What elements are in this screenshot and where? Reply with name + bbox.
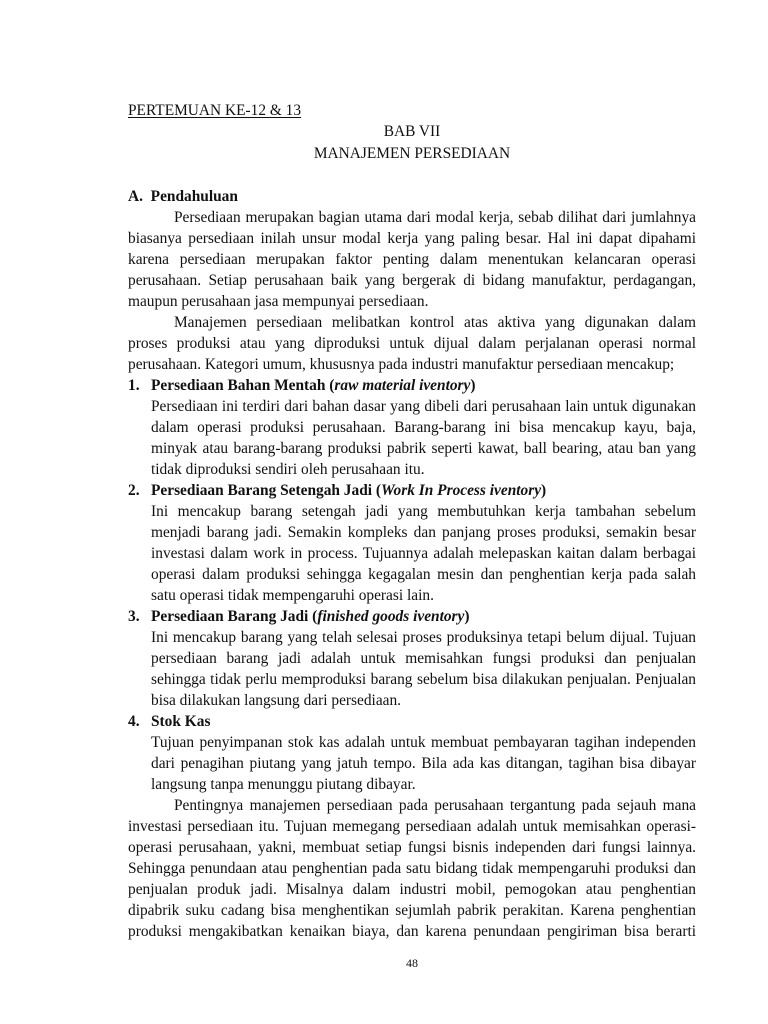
- page-number: 48: [406, 956, 418, 970]
- item-number: 3.: [128, 608, 140, 625]
- item-line: bisa dilakukan langsung dari persediaan.: [151, 692, 402, 709]
- item-line: tidak diproduksi sendiri oleh perusahaan itu.: [151, 461, 425, 478]
- item-line: satu operasi tidak mempengaruhi operasi lain.: [151, 587, 434, 604]
- item-title: Persediaan Barang Setengah Jadi (Work In Process iventory): [151, 482, 547, 499]
- item-line: menjadi barang jadi. Semakin kompleks dan panjang proses produksi, semakin besar: [151, 524, 696, 541]
- para3-line: produksi mengakibatkan kenaikan biaya, dan karena penundaan pengiriman bisa berarti: [128, 923, 696, 940]
- page-title: MANAJEMEN PERSEDIAAN: [313, 145, 511, 162]
- para3-line: penjualan produk jadi. Misalnya dalam industri mobil, pemogokan atau penghentian: [128, 881, 696, 898]
- para1-line: Persediaan merupakan bagian utama dari modal kerja, sebab dilihat dari jumlahnya: [174, 209, 696, 226]
- section-letter: A.: [128, 188, 143, 205]
- section-heading: [128, 187, 238, 207]
- para3-line: investasi persediaan itu. Tujuan memegang persediaan adalah untuk memisahkan operasi-: [128, 818, 696, 835]
- para1-line: biasanya persediaan inilah unsur modal kerja yang paling besar. Hal ini dapat dipahami: [128, 230, 696, 247]
- item-line: Ini mencakup barang setengah jadi yang membutuhkan kerja tambahan sebelum: [151, 503, 696, 520]
- item-title: Stok Kas: [151, 713, 211, 730]
- item-line: persediaan barang jadi adalah untuk memisahkan fungsi produksi dan penjualan: [151, 650, 696, 667]
- para2-line: perusahaan. Kategori umum, khususnya pada industri manufaktur persediaan mencakup;: [128, 356, 675, 373]
- para3-line: operasi perusahaan, yakni, membuat setiap fungsi bisnis independen dari fungsi lainnya.: [128, 839, 696, 856]
- item-line: sehingga tidak perlu memproduksi barang sebelum bisa dilakukan penjualan. Penjualan: [151, 671, 696, 688]
- item-line: Tujuan penyimpanan stok kas adalah untuk membuat pembayaran tagihan independen: [151, 734, 696, 751]
- item-line: dalam operasi produksi perusahaan. Barang-barang ini bisa mencakup kayu, baja,: [151, 419, 696, 436]
- item-number: 2.: [128, 482, 140, 499]
- para3-line: Pentingnya manajemen persediaan pada perusahaan tergantung pada sejauh mana: [174, 797, 696, 814]
- para2-line: proses produksi atau yang diproduksi untuk dijual dalam perjalanan operasi normal: [128, 335, 696, 352]
- item-line: Persediaan ini terdiri dari bahan dasar yang dibeli dari perusahaan lain untuk digunakan: [151, 398, 696, 415]
- item-line: operasi dalam produksi sehingga kegagalan mesin dan penghentian kerja pada salah: [151, 566, 696, 583]
- item-line: investasi dalam work in process. Tujuannya adalah melepaskan kaitan dalam berbagai: [151, 545, 696, 562]
- para1-line: karena persediaan merupakan faktor penting dalam menentukan kelancaran operasi: [128, 251, 696, 268]
- item-line: minyak atau barang-barang produksi pabrik seperti kawat, ball bearing, atau ban yang: [151, 440, 696, 457]
- para3-line: dipabrik suku cadang bisa menghentikan sejumlah pabrik perakitan. Karena penghentian: [128, 902, 696, 919]
- meeting-heading: PERTEMUAN KE-12 & 13: [128, 102, 302, 119]
- section-title: Pendahuluan: [150, 188, 238, 205]
- item-number: 4.: [128, 713, 140, 730]
- item-line: langsung tanpa menunggu piutang dibayar.: [151, 776, 416, 793]
- para3-line: Sehingga penundaan atau penghentian pada satu bidang tidak mempengaruhi produksi dan: [128, 860, 696, 877]
- item-line: Ini mencakup barang yang telah selesai proses produksinya tetapi belum dijual. Tujuan: [151, 629, 696, 646]
- para1-line: maupun perusahaan jasa mempunyai persediaan.: [128, 293, 429, 310]
- para1-line: perusahaan. Setiap perusahaan baik yang bergerak di bidang manufaktur, perdagangan,: [128, 272, 696, 289]
- item-number: 1.: [128, 377, 140, 394]
- para2-line: Manajemen persediaan melibatkan kontrol atas aktiva yang digunakan dalam: [174, 314, 696, 331]
- chapter-heading: BAB VII: [383, 123, 441, 140]
- item-title: Persediaan Barang Jadi (finished goods iventory): [151, 608, 470, 625]
- item-line: dari penagihan piutang yang jatuh tempo. Bila ada kas ditangan, tagihan bisa dibayar: [151, 755, 696, 772]
- item-title: Persediaan Bahan Mentah (raw material iventory): [151, 377, 476, 394]
